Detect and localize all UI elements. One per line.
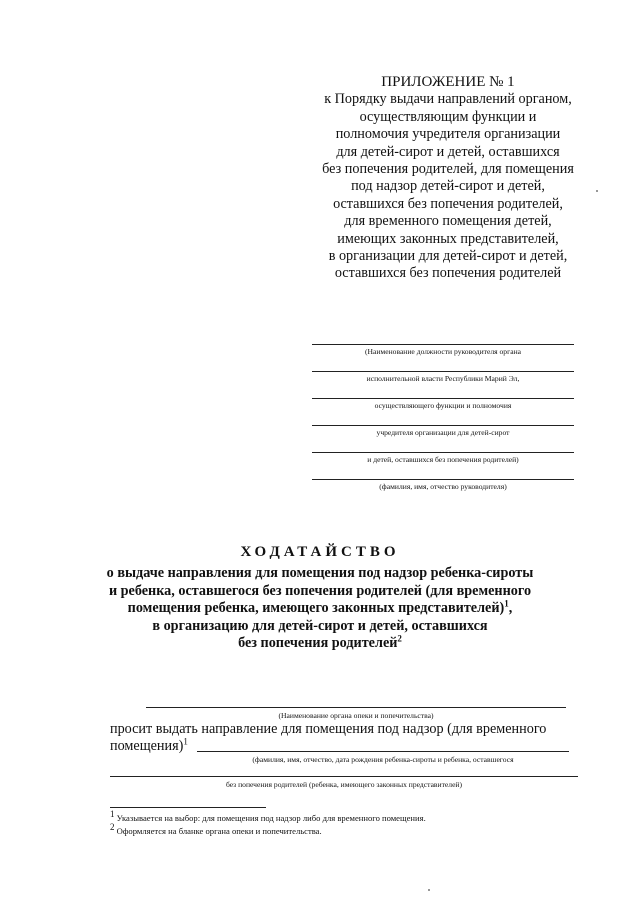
addressee-caption: (фамилия, имя, отчество руководителя) (379, 482, 507, 491)
addressee-row (312, 344, 574, 371)
addressee-caption: осуществляющего функции и полномочия (374, 401, 512, 410)
appendix-line: оставшихся без попечения родителей (334, 265, 562, 282)
guardianship-fill-line[interactable] (146, 707, 566, 708)
footnote-number: 2 (110, 822, 115, 833)
child-caption: (фамилия, имя, отчество, дата рождения ребенка-сироты и ребенка, оставшегося (252, 755, 514, 764)
footnote-separator (110, 807, 266, 808)
subheading-line (90, 635, 550, 653)
fill-in-line[interactable] (312, 398, 574, 399)
addressee-block (312, 344, 574, 506)
appendix-header (300, 74, 596, 283)
appendix-line: к Порядку выдачи направлений органом, (324, 91, 572, 108)
addressee-caption: учредителя организации для детей-сирот (376, 428, 510, 437)
addressee-row (312, 398, 574, 425)
addressee-row (312, 371, 574, 398)
request-line: просит выдать направление для помещения под надзор (для временного (110, 721, 547, 737)
appendix-line: для временного помещения детей, (344, 213, 552, 230)
appendix-line: полномочия учредителя организации (335, 126, 561, 143)
appendix-line: для детей-сирот и детей, оставшихся (336, 143, 560, 160)
fill-in-line[interactable] (312, 425, 574, 426)
appendix-line: без попечения родителей, для помещения (322, 161, 574, 178)
scan-speck (428, 889, 430, 891)
fill-in-line[interactable] (312, 344, 574, 345)
subheading-text: помещения ребенка, имеющего законных представителей) (127, 600, 505, 617)
document-subheading (90, 565, 550, 653)
footnote (110, 809, 426, 824)
guardianship-caption: (Наименование органа опеки и попечительства) (278, 711, 434, 720)
appendix-line: в организации для детей-сирот и детей, (328, 248, 568, 265)
footnote-mark: 1 (504, 598, 509, 609)
appendix-title: ПРИЛОЖЕНИЕ № 1 (381, 74, 515, 90)
subheading-line: о выдаче направления для помещения под надзор ребенка-сироты (106, 565, 534, 581)
footnote-text: Оформляется на бланке органа опеки и попечительства. (114, 826, 322, 836)
scan-speck (596, 190, 598, 192)
appendix-line: имеющих законных представителей, (337, 230, 559, 247)
appendix-line: под надзор детей-сирот и детей, (351, 178, 545, 195)
footnote-mark: 2 (397, 633, 402, 644)
child-fill-line-2[interactable] (110, 776, 578, 777)
request-text-2: помещения) (110, 738, 184, 754)
fill-in-line[interactable] (312, 371, 574, 372)
addressee-caption: исполнительной власти Республики Марий Эл, (366, 374, 520, 383)
footnote-number: 1 (110, 809, 115, 820)
subheading-text: без попечения родителей (238, 635, 398, 652)
subheading-line: в организацию для детей-сирот и детей, оставшихся (152, 617, 488, 634)
addressee-row (312, 452, 574, 479)
request-line (110, 738, 580, 755)
request-text (110, 721, 580, 755)
child-fill-line[interactable] (197, 751, 569, 752)
addressee-row (312, 479, 574, 506)
child-caption-2: без попечения родителей (ребенка, имеющего законных представителей) (225, 780, 463, 789)
footnote-mark: 1 (183, 736, 188, 747)
document-heading: ХОДАТАЙСТВО (240, 544, 400, 560)
addressee-row (312, 425, 574, 452)
fill-in-line[interactable] (312, 452, 574, 453)
fill-in-line[interactable] (312, 479, 574, 480)
addressee-caption: (Наименование должности руководителя органа (364, 347, 522, 356)
subheading-line (90, 600, 550, 618)
appendix-line: осуществляющим функции и (359, 108, 537, 125)
footnote-text: Указывается на выбор: для помещения под надзор либо для временного помещения. (114, 813, 426, 823)
appendix-line: оставшихся без попечения родителей, (333, 195, 563, 212)
subheading-line: и ребенка, оставшегося без попечения родителей (для временного (108, 582, 532, 599)
subheading-punct: , (508, 600, 513, 617)
addressee-caption: и детей, оставшихся без попечения родителей) (367, 455, 519, 464)
footnote (110, 822, 322, 837)
